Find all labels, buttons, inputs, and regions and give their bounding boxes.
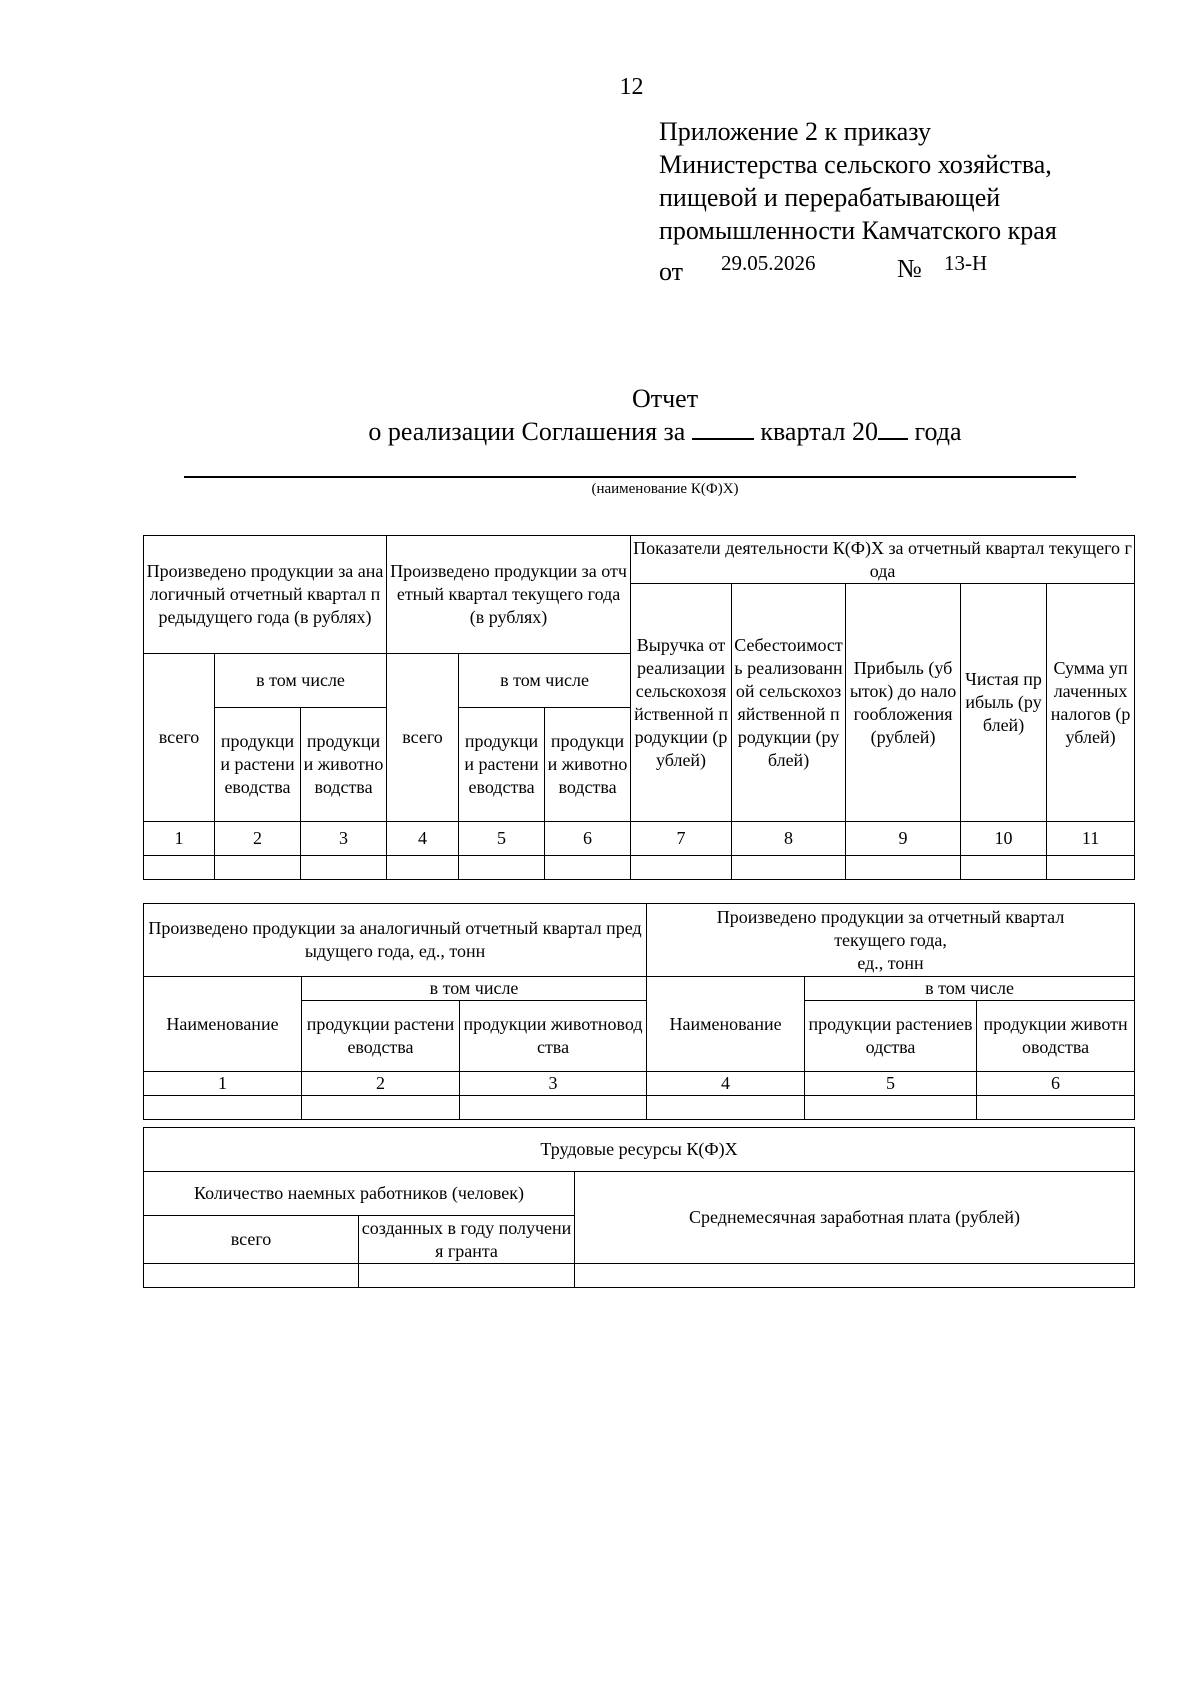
appendix-line-1: Приложение 2 к приказу	[659, 117, 932, 146]
subtitle-part-1: о реализации Соглашения за	[368, 417, 686, 446]
header-curr-total: всего	[387, 654, 459, 822]
header-workers-total: всего	[144, 1216, 359, 1264]
empty-cell[interactable]	[631, 856, 732, 880]
header-prev-including: в том числе	[302, 977, 647, 1001]
year-blank	[878, 414, 908, 440]
labor-resources-table	[143, 1127, 1135, 1288]
col-num: 1	[144, 1072, 302, 1096]
empty-cell[interactable]	[1047, 856, 1135, 880]
page-number: 12	[619, 74, 644, 100]
empty-cell[interactable]	[359, 1264, 575, 1288]
order-date: 29.05.2026	[721, 251, 816, 275]
empty-cell[interactable]	[144, 1264, 359, 1288]
empty-cell[interactable]	[302, 1096, 460, 1120]
ot-label: от	[659, 257, 684, 286]
empty-cell[interactable]	[301, 856, 387, 880]
header-prev-name: Наименование	[144, 977, 302, 1072]
col-num: 5	[805, 1072, 977, 1096]
header-taxes: Сумма уплаченных налогов (рублей)	[1047, 584, 1135, 822]
col-num: 1	[144, 822, 215, 856]
header-profit: Прибыль (убыток) до налогообложения (рублей)	[846, 584, 961, 822]
col-num: 9	[846, 822, 961, 856]
header-curr-line-1: Произведено продукции за отчетный квартал	[716, 906, 1065, 927]
col-num: 6	[977, 1072, 1135, 1096]
col-num: 8	[732, 822, 846, 856]
report-title: Отчет	[631, 384, 699, 413]
header-curr-including: в том числе	[805, 977, 1135, 1001]
appendix-line-4: промышленности Камчатского края	[659, 216, 1057, 245]
column-number-row	[144, 1072, 1135, 1096]
header-curr-livestock: продукции животноводства	[545, 708, 631, 822]
report-subtitle	[0, 414, 1200, 449]
col-num: 4	[387, 822, 459, 856]
header-curr-year-tons	[647, 904, 1135, 977]
col-num: 3	[301, 822, 387, 856]
header-curr-livestock: продукции животноводства	[977, 1001, 1135, 1072]
header-prev-total: всего	[144, 654, 215, 822]
empty-cell[interactable]	[846, 856, 961, 880]
farm-name-caption: (наименование К(Ф)Х)	[591, 481, 739, 497]
appendix-line-2: Министерства сельского хозяйства,	[659, 150, 1052, 179]
empty-cell[interactable]	[144, 1096, 302, 1120]
empty-cell[interactable]	[460, 1096, 647, 1120]
col-num: 2	[215, 822, 301, 856]
subtitle-part-2: квартал 20	[760, 417, 879, 446]
empty-cell[interactable]	[732, 856, 846, 880]
empty-cell[interactable]	[545, 856, 631, 880]
col-num: 4	[647, 1072, 805, 1096]
production-volume-table	[143, 903, 1135, 1120]
empty-cell[interactable]	[977, 1096, 1135, 1120]
col-num: 3	[460, 1072, 647, 1096]
table-row	[144, 1096, 1135, 1120]
header-curr-line-2: текущего года,	[834, 929, 947, 950]
header-prev-including: в том числе	[215, 654, 387, 708]
header-labor-resources: Трудовые ресурсы К(Ф)Х	[144, 1128, 1135, 1172]
empty-cell[interactable]	[144, 856, 215, 880]
header-prev-crop: продукции растениеводства	[302, 1001, 460, 1072]
header-prev-livestock: продукции животноводства	[460, 1001, 647, 1072]
order-number: 13-Н	[944, 251, 988, 275]
appendix-header	[659, 115, 1057, 286]
header-cost: Себестоимость реализованной сельскохозяйственной продукции (рублей)	[732, 584, 846, 822]
empty-cell[interactable]	[215, 856, 301, 880]
production-finance-table	[143, 535, 1135, 880]
header-prev-year-rub: Произведено продукции за аналогичный отчетный квартал предыдущего года (в рублях)	[144, 536, 387, 654]
empty-cell[interactable]	[961, 856, 1047, 880]
header-curr-including: в том числе	[459, 654, 631, 708]
header-average-salary: Среднемесячная заработная плата (рублей)	[575, 1172, 1135, 1264]
column-number-row	[144, 822, 1135, 856]
header-prev-livestock: продукции животноводства	[301, 708, 387, 822]
header-net-profit: Чистая прибыль (рублей)	[961, 584, 1047, 822]
appendix-line-3: пищевой и перерабатывающей	[659, 183, 1001, 212]
col-num: 10	[961, 822, 1047, 856]
header-curr-name: Наименование	[647, 977, 805, 1072]
empty-cell[interactable]	[387, 856, 459, 880]
col-num: 6	[545, 822, 631, 856]
empty-cell[interactable]	[647, 1096, 805, 1120]
header-curr-crop: продукции растениеводства	[459, 708, 545, 822]
empty-cell[interactable]	[805, 1096, 977, 1120]
number-sign: №	[897, 254, 922, 283]
col-num: 7	[631, 822, 732, 856]
order-date-row	[659, 247, 1057, 286]
table-row	[144, 856, 1135, 880]
header-prev-year-tons: Произведено продукции за аналогичный отчетный квартал предыдущего года, ед., тонн	[144, 904, 647, 977]
header-prev-crop: продукции растениеводства	[215, 708, 301, 822]
empty-cell[interactable]	[459, 856, 545, 880]
header-curr-crop: продукции растениеводства	[805, 1001, 977, 1072]
col-num: 5	[459, 822, 545, 856]
header-hired-workers: Количество наемных работников (человек)	[144, 1172, 575, 1216]
header-indicators: Показатели деятельности К(Ф)Х за отчетный квартал текущего года	[631, 536, 1135, 584]
subtitle-part-3: года	[914, 417, 962, 446]
header-workers-created: созданных в году получения гранта	[359, 1216, 575, 1264]
farm-name-line	[184, 476, 1076, 478]
table-row	[144, 1264, 1135, 1288]
header-curr-line-3: ед., тонн	[857, 952, 924, 973]
col-num: 2	[302, 1072, 460, 1096]
empty-cell[interactable]	[575, 1264, 1135, 1288]
header-curr-year-rub: Произведено продукции за отчетный квартал текущего года (в рублях)	[387, 536, 631, 654]
header-revenue: Выручка от реализации сельскохозяйственной продукции (рублей)	[631, 584, 732, 822]
col-num: 11	[1047, 822, 1135, 856]
quarter-blank	[692, 414, 754, 440]
